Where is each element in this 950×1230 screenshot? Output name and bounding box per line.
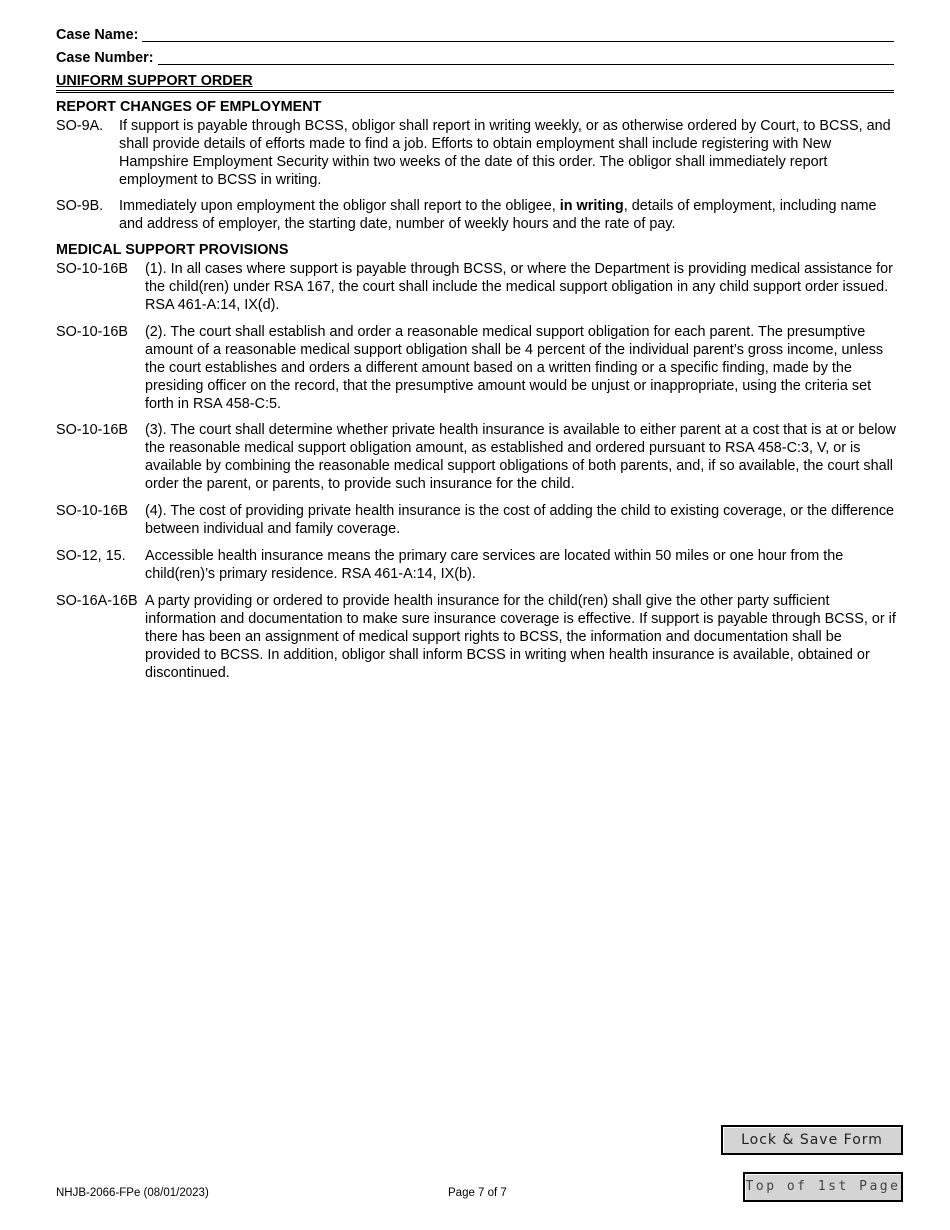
page-number: Page 7 of 7 (448, 1187, 507, 1199)
form-title: UNIFORM SUPPORT ORDER (56, 73, 894, 93)
paragraph-code: SO-10-16B (56, 503, 128, 519)
paragraph-text: (4). The cost of providing private health insurance is the cost of adding the child to existing coverage, or the difference between individual and family coverage. (145, 503, 895, 537)
paragraph-code: SO-9A. (56, 118, 104, 134)
paragraph-text: (3). The court shall determine whether private health insurance is available to either parent at a cost that is at or below the reasonable medical support obligation amount, as established and ordered pursuant to RSA 458-C:3, V, or is available by combining the reasonable medical support obligations of both parents, and, if so available, the court shall order the parent, or parents, to provide such insurance for the child. (145, 422, 896, 492)
paragraph-code: SO-10-16B (56, 261, 128, 277)
paragraph-code: SO-12, 15. (56, 548, 126, 564)
text-before: Immediately upon employment the obligor shall report to the obligee, (119, 198, 560, 214)
paragraph-so16 (56, 592, 896, 682)
case-name-row (56, 27, 894, 43)
paragraph-text: A party providing or ordered to provide health insurance for the child(ren) shall give the other party sufficient information and documentation to make sure insurance coverage is effective. If support is payable through BCSS, or if there has been an assignment of medical support rights to BCSS, the information and documentation shall be provided to BCSS. In addition, obligor shall inform BCSS in writing when health insurance is available, obtained or discontinued. (145, 593, 896, 681)
paragraph-text (119, 197, 896, 233)
text-after: , details of employment, including name and address of employer, the starting date, number of weekly hours and the rate of pay. (119, 198, 877, 232)
paragraph-code: SO-9B. (56, 198, 104, 214)
paragraph-text: If support is payable through BCSS, obligor shall report in writing weekly, or as otherwise ordered by Court, to BCSS, and shall provide details of efforts made to find a job. Efforts to obtain employment shall include registering with New Hampshire Employment Security within two weeks of the date of this order. The obligor shall immediately report employment to BCSS in writing. (119, 118, 891, 188)
paragraph-so10-2 (56, 323, 896, 413)
form-id: NHJB-2066-FPe (08/01/2023) (56, 1187, 209, 1199)
paragraph-text: Accessible health insurance means the primary care services are located within 50 miles or one hour from the child(ren)’s primary residence. RSA 461-A:14, IX(b). (145, 548, 844, 582)
case-number-label: Case Number: (56, 50, 154, 66)
paragraph-code: SO-16A-16B (56, 593, 138, 609)
top-of-first-page-button[interactable]: Top of 1st Page (743, 1172, 903, 1202)
case-name-field[interactable] (142, 27, 894, 42)
case-number-row (56, 50, 894, 66)
paragraph-so9b (56, 197, 896, 233)
paragraph-so10-4 (56, 502, 896, 538)
paragraph-so10-3 (56, 421, 896, 493)
text-bold: in writing (559, 198, 624, 214)
paragraph-so12 (56, 547, 896, 583)
paragraph-code: SO-10-16B (56, 324, 128, 340)
paragraph-so10-1 (56, 260, 896, 314)
case-number-field[interactable] (158, 50, 894, 65)
lock-save-form-button[interactable]: Lock & Save Form (721, 1125, 903, 1155)
employment-heading: REPORT CHANGES OF EMPLOYMENT (56, 99, 322, 115)
paragraph-text: (1). In all cases where support is payable through BCSS, or where the Department is providing medical assistance for the child(ren) under RSA 167, the court shall include the medical support obligation in any child support order issued. RSA 461-A:14, IX(d). (145, 261, 893, 313)
case-name-label: Case Name: (56, 27, 139, 43)
medical-heading: MEDICAL SUPPORT PROVISIONS (56, 242, 289, 258)
paragraph-text: (2). The court shall establish and order a reasonable medical support obligation for each parent. The presumptive amount of a reasonable medical support obligation shall be 4 percent of the individual parent’s gross income, unless the court establishes and orders a different amount based on a written finding or a specific finding, made by the presiding officer on the record, that the presumptive amount would be unjust or inappropriate, using the criteria set forth in RSA 458-C:5. (145, 324, 884, 412)
paragraph-so9a (56, 117, 896, 189)
paragraph-code: SO-10-16B (56, 422, 128, 438)
